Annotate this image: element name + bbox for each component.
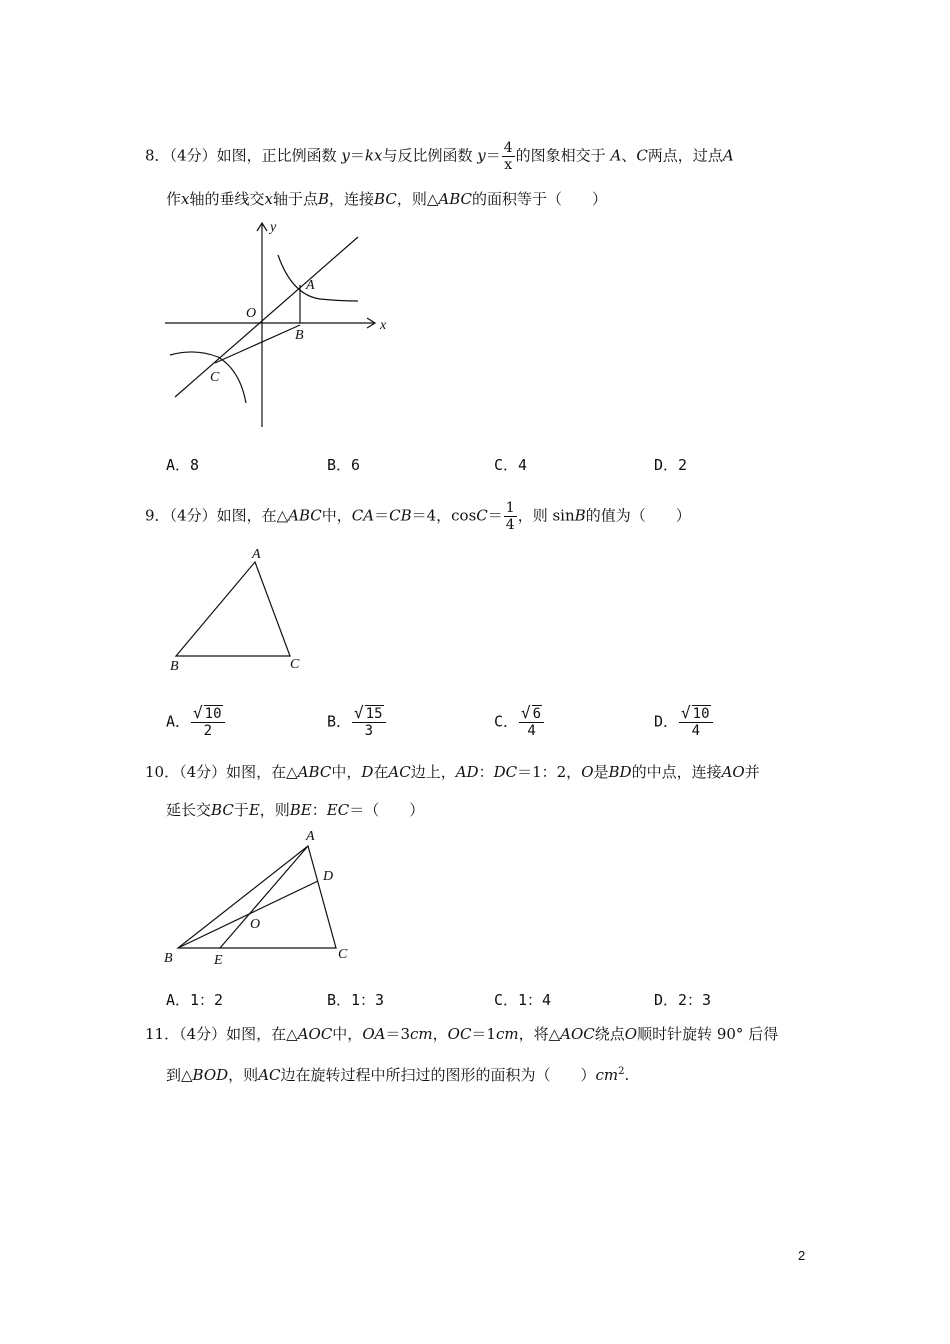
q8-option-c[interactable]: C．4: [494, 456, 528, 474]
q9-option-c[interactable]: C． $\frac{√ 6}{4}$: [494, 705, 545, 739]
q8-fraction: $\frac{4}{x}$: [503, 140, 513, 173]
triangle-ABC: [176, 562, 290, 656]
q10-line2: 延长交BC于E，则BE：EC＝（ ）: [166, 801, 425, 819]
label-D: D: [323, 869, 334, 884]
q9-option-b[interactable]: B． $\frac{√ 15}{3}$: [327, 705, 387, 739]
label-x: x: [380, 318, 387, 333]
q9-fraction: $\frac{1}{4}$: [505, 500, 515, 533]
q9-figure: [160, 542, 320, 677]
q8-option-b[interactable]: B．6: [327, 456, 361, 474]
hyperbola-q3: [170, 352, 246, 403]
label-C: C: [210, 370, 220, 385]
label-C: C: [290, 657, 300, 672]
q10-option-b[interactable]: B．1：3: [327, 991, 385, 1009]
label-A: A: [252, 547, 261, 562]
q8-option-d[interactable]: D．2: [654, 456, 688, 474]
label-B: B: [164, 951, 173, 966]
label-B: B: [295, 328, 304, 343]
label-y: y: [270, 220, 277, 235]
q10-option-c[interactable]: C．1：4: [494, 991, 552, 1009]
label-O: O: [250, 917, 261, 932]
label-B: B: [170, 659, 179, 674]
q9-line1: 9．（4分）如图，在△ABC中，CA＝CB＝4，cosC＝ $\frac{1}{4}$ ，则 sinB的值为（ ）: [145, 500, 691, 533]
segment-BD: [178, 881, 318, 948]
label-C: C: [338, 947, 348, 962]
q8-line1: 8．（4分）如图，正比例函数 y＝kx与反比例函数 y＝ $\frac{4}{x}$ 的图象相交于 A、C两点，过点A: [145, 140, 734, 173]
label-A: A: [306, 829, 315, 844]
q9-option-d[interactable]: D． $\frac{√ 10}{4}$: [654, 705, 714, 739]
label-O: O: [246, 306, 257, 321]
q9-option-a[interactable]: A． $\frac{√ 10}{2}$: [166, 705, 226, 739]
hyperbola-q1: [278, 255, 358, 301]
q8-option-a[interactable]: A．8: [166, 456, 200, 474]
q8-figure: [160, 215, 400, 435]
proportional-line: [175, 237, 358, 397]
label-A: A: [306, 278, 315, 293]
q10-option-a[interactable]: A．1：2: [166, 991, 224, 1009]
q10-figure: [160, 826, 360, 971]
q8-line2: 作x轴的垂线交x轴于点B，连接BC，则△ABC的面积等于（ ）: [166, 190, 607, 208]
q11-line2: 到△BOD，则AC边在旋转过程中所扫过的图形的面积为（ ）$cm^2$.: [166, 1066, 630, 1084]
segment-BC: [215, 325, 300, 363]
q10-line1: 10．（4分）如图，在△ABC中，D在AC边上，AD：DC＝1：2，O是BD的中点，连接AO并: [145, 763, 760, 781]
segment-AE: [220, 846, 308, 948]
q11-line1: 11．（4分）如图，在△AOC中，OA＝3cm，OC＝1cm，将△AOC绕点O顺时针旋转 90° 后得: [145, 1025, 779, 1043]
page-number: 2: [798, 1248, 806, 1263]
label-E: E: [214, 953, 223, 968]
q10-option-d[interactable]: D．2：3: [654, 991, 712, 1009]
triangle-ABC: [178, 846, 336, 948]
